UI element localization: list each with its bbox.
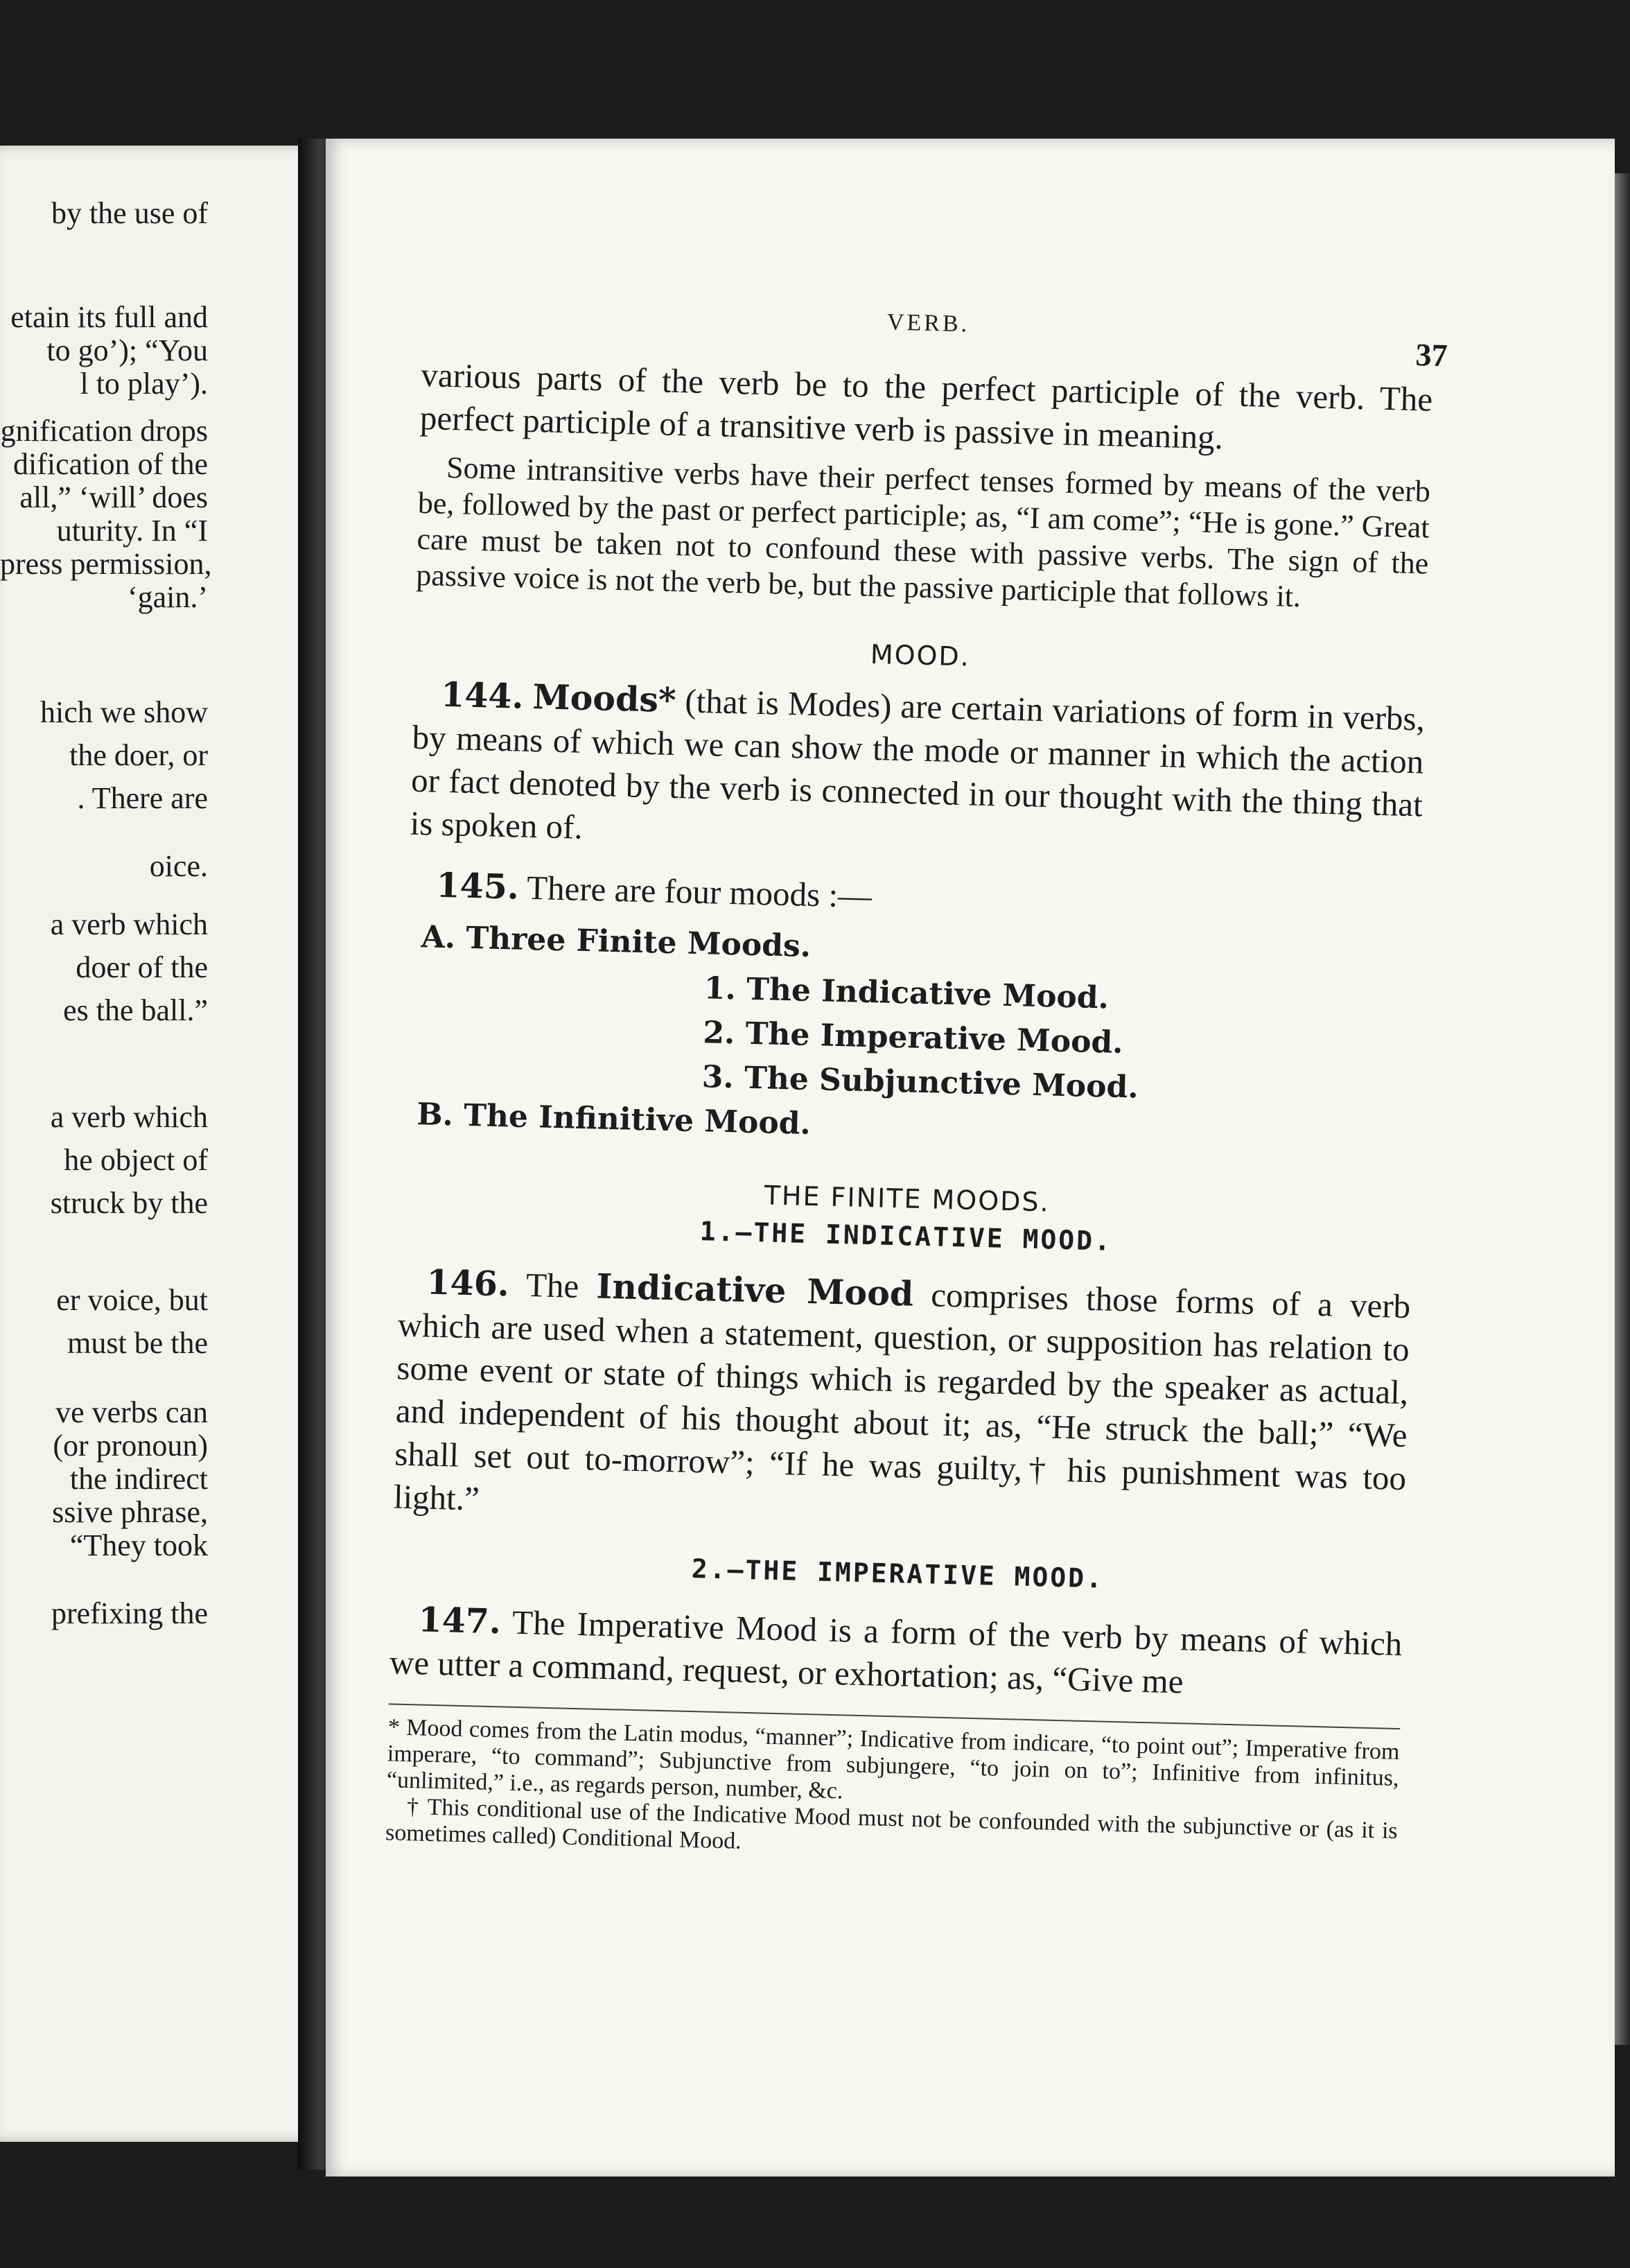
left-page-line: oice. (149, 849, 208, 883)
left-page-line: a verb which (50, 907, 208, 941)
left-page-line: (or pronoun) (53, 1429, 208, 1463)
left-page-line: by the use of (51, 196, 208, 230)
term-moods: Moods* (532, 677, 677, 721)
running-head (423, 298, 1448, 374)
sub-heading-imperative: 2.—THE IMPERATIVE MOOD. (691, 1553, 1105, 1594)
left-page-line: to go’); “You (46, 333, 208, 367)
section-heading-mood: MOOD. (870, 638, 971, 672)
left-page-line: etain its full and (10, 300, 208, 334)
left-page-line: must be the (67, 1326, 208, 1360)
paragraph-147 (389, 1597, 1403, 1709)
sub-heading-indicative: 1.—THE INDICATIVE MOOD. (699, 1216, 1113, 1257)
intro-paragraph: various parts of the verb be to the perfect participle of the verb. The perfect participle of a transitive verb is passive in meaning. (419, 355, 1433, 457)
paragraph-text: The Imperative Mood is a form of the verb by means of which we utter a command, request, or exhortation; as, “Give me (389, 1603, 1403, 1701)
left-page-line: doer of the (76, 950, 208, 984)
section-heading-finite-moods: THE FINITE MOODS. (764, 1180, 1051, 1218)
body-text (385, 354, 1433, 1871)
page-content (385, 305, 1448, 1854)
left-page-line: er voice, but (56, 1283, 208, 1317)
paragraph-text: There are four moods :— (526, 868, 873, 916)
left-page-line: a verb which (50, 1100, 208, 1134)
left-page-line: the indirect (69, 1462, 208, 1496)
paragraph-number: 145. (435, 864, 520, 907)
paragraph-text: (that is Modes) are certain variations of form in verbs, by means of which we can show the mode or manner in which the action or fact denoted by the verb is connected in our thought with the thing that is spoken of. (410, 681, 1426, 846)
finite-moods-heading: A. Three Finite Moods. (421, 919, 812, 964)
left-page-line: press permission, (0, 547, 212, 581)
left-page-line: gnification drops (0, 414, 208, 448)
left-page-line: all,” ‘will’ does (19, 480, 208, 514)
page-number: 37 (1415, 337, 1448, 374)
left-page-line: he object of (64, 1143, 208, 1177)
paragraph-144 (410, 672, 1426, 870)
page-edge (1615, 173, 1630, 2045)
left-page-line: prefixing the (51, 1596, 208, 1630)
mood-list-item: 1. The Indicative Mood. (703, 970, 1110, 1016)
left-page-line: hich we show (40, 695, 208, 729)
mood-list-item: 2. The Imperative Mood. (702, 1015, 1124, 1061)
term-indicative-mood: Indicative Mood (595, 1266, 914, 1314)
left-page-line: uturity. In “I (56, 514, 208, 548)
left-page-line: ve verbs can (55, 1395, 208, 1429)
running-head-title: VERB. (886, 309, 970, 338)
left-page-line: . There are (77, 781, 208, 815)
left-page (0, 146, 326, 2142)
left-page-line: struck by the (50, 1186, 208, 1220)
left-page-line: es the ball.” (63, 993, 208, 1027)
left-page-line: l to play’). (80, 367, 208, 401)
footnote: † This conditional use of the Indicative Mood must not be confounded with the subjunctive or (as it is sometimes called) Conditional Mood. (385, 1794, 1399, 1854)
left-page-line: dification of the (12, 447, 208, 481)
left-page-line: ssive phrase, (52, 1495, 208, 1529)
right-page (326, 139, 1615, 2177)
left-page-line: ‘gain.’ (127, 580, 208, 614)
infinitive-mood-heading: B. The Infinitive Mood. (416, 1097, 812, 1142)
paragraph-number: 144. (440, 674, 525, 717)
paragraph-146 (393, 1260, 1411, 1544)
left-page-line: “They took (69, 1528, 208, 1562)
paragraph-number: 147. (417, 1599, 502, 1642)
paragraph-number: 146. (426, 1262, 510, 1305)
intro-note: Some intransitive verbs have their perfect tenses formed by means of the verb be, followed by the past or perfect participle; as, “I am come”; “He is gone.” Great care must be taken not to confound these with passive verbs. The sign of the passive voice is not the verb be, but the passive participle that follows it. (415, 450, 1431, 614)
mood-list-item: 3. The Subjunctive Mood. (701, 1059, 1139, 1106)
footnote: * Mood comes from the Latin modus, “manner”; Indicative from indicare, “to point out”; Imperative from imperare, “to command”; Subjunctive from subjungere, “to join on to”; Infinitive from infinitus, “unlimited,” i.e., as regards person, number, &c. (386, 1714, 1400, 1804)
left-page-line: the doer, or (69, 738, 208, 772)
paragraph-lead: The (525, 1266, 580, 1305)
paragraph-text: comprises those forms of a verb which are used when a statement, question, or supposition has relation to some event or state of things which is regarded by the speaker as actual, and independent of his thought about it; as, “He struck the ball;” “We shall set out to-morrow”; “If he was guilty,† his punishment was too light.” (393, 1275, 1411, 1518)
